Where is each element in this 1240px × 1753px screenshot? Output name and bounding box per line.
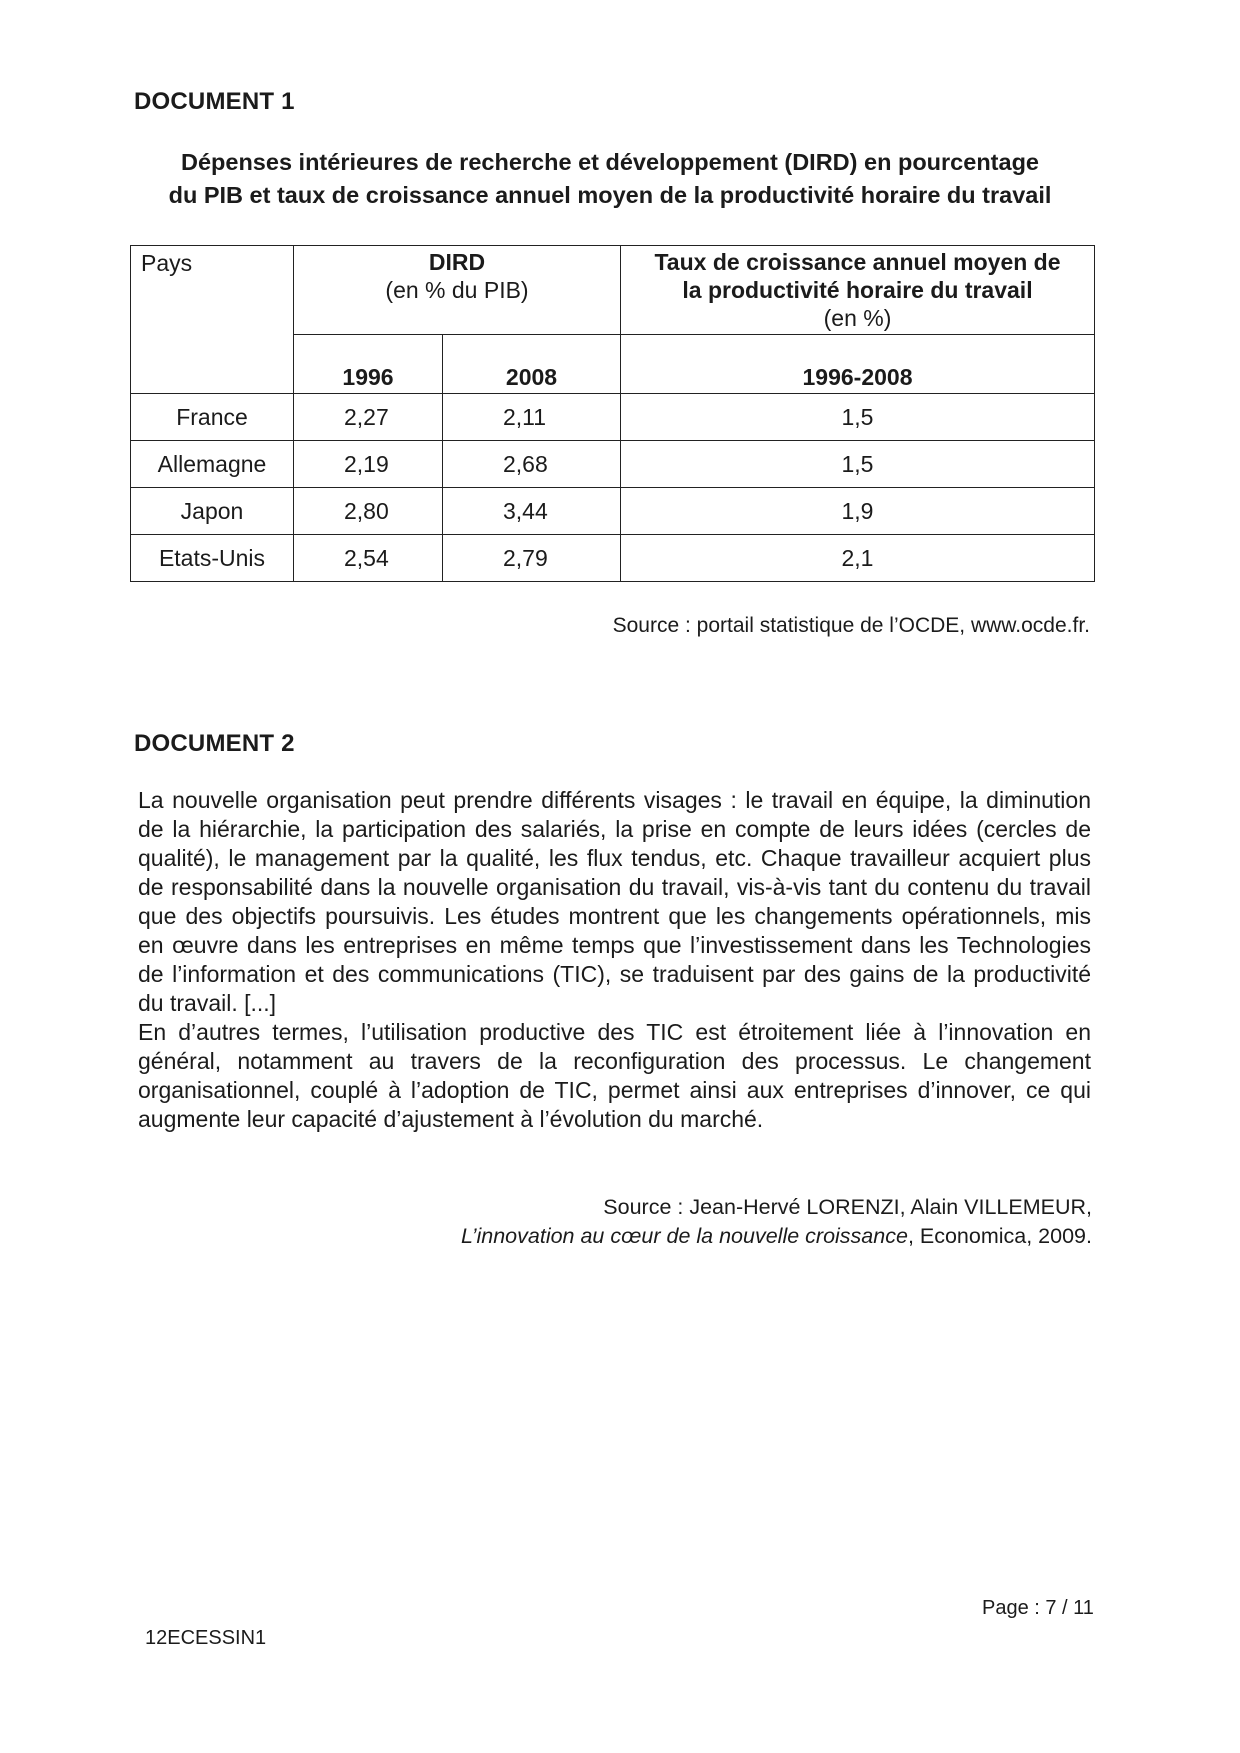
- header-dird-title: DIRD: [428, 249, 486, 275]
- dird-1996-cell: 2,54: [294, 535, 443, 582]
- header-year-1996: 1996: [294, 335, 443, 394]
- table-row: [131, 535, 1095, 582]
- document-1-title: [130, 146, 1090, 212]
- header-year-2008: 2008: [443, 335, 621, 394]
- header-dird: [294, 246, 621, 335]
- header-taux: [621, 246, 1095, 335]
- document-2-body: [138, 786, 1091, 1134]
- document-2-source-book-publisher: , Economica, 2009.: [907, 1224, 1092, 1248]
- header-dird-subtitle: (en % du PIB): [385, 277, 529, 303]
- dird-1996-cell: 2,19: [294, 441, 443, 488]
- document-2-source: [461, 1193, 1092, 1251]
- taux-cell: 1,9: [621, 488, 1095, 535]
- document-2-source-authors: Source : Jean-Hervé LORENZI, Alain VILLEMEUR,: [603, 1195, 1092, 1219]
- dird-table: [130, 245, 1095, 582]
- taux-cell: 2,1: [621, 535, 1095, 582]
- taux-cell: 1,5: [621, 394, 1095, 441]
- dird-1996-cell: 2,27: [294, 394, 443, 441]
- header-taux-subtitle: (en %): [823, 305, 892, 331]
- document-2-source-book: [461, 1222, 1092, 1251]
- country-cell: Japon: [131, 488, 294, 535]
- dird-2008-cell: 2,68: [443, 441, 621, 488]
- document-2-heading: DOCUMENT 2: [134, 730, 295, 757]
- header-period: 1996-2008: [621, 335, 1095, 394]
- country-cell: France: [131, 394, 294, 441]
- document-1-title-line-2: du PIB et taux de croissance annuel moyen de la productivité horaire du travail: [168, 182, 1052, 208]
- document-2-paragraph-1: La nouvelle organisation peut prendre différents visages : le travail en équipe, la diminution de la hiérarchie, la participation des salariés, la prise en compte de leurs idées (cercles de qualité), le management par la qualité, les flux tendus, etc. Chaque travailleur acquiert plus de responsabilité dans la nouvelle organisation du travail, vis-à-vis tant du contenu du travail que des objectifs poursuivis. Les études montrent que les changements opérationnels, mis en œuvre dans les entreprises en même temps que l’investissement dans les Technologies de l’information et des communications (TIC), se traduisent par des gains de la productivité du travail. [...]: [138, 787, 1091, 1016]
- dird-1996-cell: 2,80: [294, 488, 443, 535]
- table-row: [131, 394, 1095, 441]
- country-cell: Allemagne: [131, 441, 294, 488]
- dird-2008-cell: 2,11: [443, 394, 621, 441]
- header-taux-title-line-2: la productivité horaire du travail: [682, 277, 1033, 303]
- document-1-heading: DOCUMENT 1: [134, 88, 295, 115]
- header-taux-title-line-1: Taux de croissance annuel moyen de: [654, 249, 1061, 275]
- country-cell: Etats-Unis: [131, 535, 294, 582]
- dird-2008-cell: 2,79: [443, 535, 621, 582]
- table-row: [131, 488, 1095, 535]
- taux-cell: 1,5: [621, 441, 1095, 488]
- document-2-paragraph-2: En d’autres termes, l’utilisation productive des TIC est étroitement liée à l’innovation en général, notamment au travers de la reconfiguration des processus. Le changement organisationnel, couplé à l’adoption de TIC, permet ainsi aux entreprises d’innover, ce qui augmente leur capacité d’ajustement à l’évolution du marché.: [138, 1019, 1091, 1132]
- header-pays: Pays: [131, 246, 294, 394]
- page-number: Page : 7 / 11: [982, 1597, 1094, 1619]
- document-1-title-line-1: Dépenses intérieures de recherche et développement (DIRD) en pourcentage: [180, 149, 1039, 175]
- table-row: [131, 441, 1095, 488]
- dird-2008-cell: 3,44: [443, 488, 621, 535]
- document-code: 12ECESSIN1: [145, 1627, 267, 1649]
- document-2-source-book-title: L’innovation au cœur de la nouvelle croissance: [460, 1224, 908, 1248]
- document-1-source: Source : portail statistique de l’OCDE, www.ocde.fr.: [612, 614, 1090, 637]
